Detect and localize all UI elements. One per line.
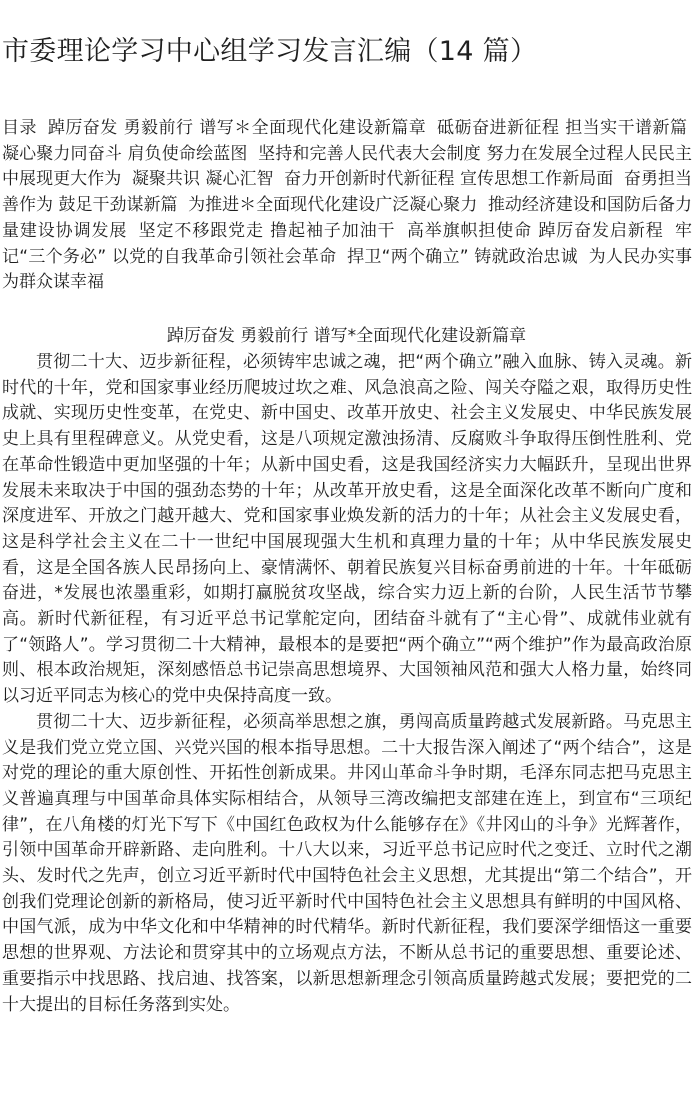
toc-item: 牢记“三个务必” 以党的自我革命引领社会革命: [2, 220, 693, 267]
toc-item: 凝聚共识 凝心汇智: [131, 169, 274, 190]
toc-item: 为人民办实事 为群众谋幸福: [2, 246, 692, 293]
toc-item: 高举旗帜担使命 踔厉奋发启新程: [406, 220, 664, 241]
toc-label: 目录: [2, 118, 37, 138]
document-title: 市委理论学习中心组学习发言汇编（14 篇）: [2, 36, 538, 67]
toc-item: 为推进＊全面现代化建设广泛凝心聚力: [188, 195, 478, 216]
section-heading: 踔厉奋发 勇毅前行 谱写*全面现代化建设新篇章: [166, 326, 527, 346]
body-paragraph: 贯彻二十大、迈步新征程，必须高举思想之旗，勇闯高质量跨越式发展新路。马克思主义是我们党立党立国、兴党兴国的根本指导思想。二十大报告深入阐述了“两个结合”，这是对党的理论的重大原创性、开拓性创新成果。井冈山革命斗争时期，毛泽东同志把马克思主义普遍真理与中国革命具体实际相结合，从领导三湾改编把支部建在连上，到宣布“三项纪律”，在八角楼的灯光下写下《中国红色政权为什么能够存在》《井冈山的斗争》光辉著作，引领中国革命开辟新路、走向胜利。十八大以来，习近平总书记应时代之变迁、立时代之潮头、发时代之先声，创立习近平新时代中国特色社会主义思想，尤其提出“第二个结合”，开创我们党理论创新的新格局，使习近平新时代中国特色社会主义思想具有鲜明的中国风格、中国气派，成为中华文化和中华精神的时代精华。新时代新征程，我们要深学细悟这一重要思想的世界观、方法论和贯穿其中的立场观点方法，不断从总书记的重要思想、重要论述、重要指示中找思路、找启迪、找答案，以新思想新理念引领高质量跨越式发展；要把党的二十大提出的目标任务落到实处。: [2, 711, 692, 1015]
toc-item: 奋勇担当善作为 鼓足干劲谋新篇: [2, 169, 693, 216]
toc-item: 坚持和完善人民代表大会制度 努力在发展全过程人民民主中展现更大作为: [2, 143, 692, 190]
toc-item: 捍卫“两个确立” 铸就政治忠诚: [347, 246, 578, 267]
body-paragraph: 贯彻二十大、迈步新征程，必须铸牢忠诚之魂，把“两个确立”融入血脉、铸入灵魂。新时代的十年，党和国家事业经历爬坡过坎之难、风急浪高之险、闯关夺隘之艰，取得历史性成就、实现历史性变革，在党史、新中国史、改革开放史、社会主义发展史、中华民族发展史上具有里程碑意义。从党史看，这是八项规定激浊扬清、反腐败斗争取得压倒性胜利、党在革命性锻造中更加坚强的十年；从新中国史看，这是我国经济实力大幅跃升，呈现出世界发展未来取决于中国的强劲态势的十年；从改革开放史看，这是全面深化改革不断向广度和深度进军、开放之门越开越大、党和国家事业焕发新的活力的十年；从社会主义发展史看，这是科学社会主义在二十一世纪中国展现强大生机和真理力量的十年；从中华民族发展史看，这是全国各族人民昂扬向上、豪情满怀、朝着民族复兴目标奋勇前进的十年。十年砥砺奋进，*发展也浓墨重彩，如期打赢脱贫攻坚战，综合实力迈上新的台阶，人民生活节节攀高。新时代新征程，有习近平总书记掌舵定向，团结奋斗就有了“主心骨”、成就伟业就有了“领路人”。学习贯彻二十大精神，最根本的是要把“两个确立”“两个维护”作为最高政治原则、根本政治规矩，深刻感悟总书记崇高思想境界、大国领袖风范和强大人格力量，始终同以习近平同志为核心的党中央保持高度一致。: [2, 352, 692, 707]
table-of-contents: [2, 116, 692, 296]
toc-item: 凝心聚力同奋斗 肩负使命绘蓝图: [2, 143, 248, 164]
toc-item: 砥砺奋进新征程 担当实干谱新篇: [437, 118, 687, 138]
toc-item: 奋力开创新时代新征程 宣传思想工作新局面: [284, 169, 614, 190]
toc-item: 踔厉奋发 勇毅前行 谱写＊全面现代化建设新篇章: [47, 118, 427, 138]
body-text: [2, 350, 692, 1018]
toc-item: 推动经济建设和国防后备力量建设协调发展: [2, 195, 693, 241]
toc-item: 坚定不移跟党走 撸起袖子加油干: [138, 220, 396, 241]
